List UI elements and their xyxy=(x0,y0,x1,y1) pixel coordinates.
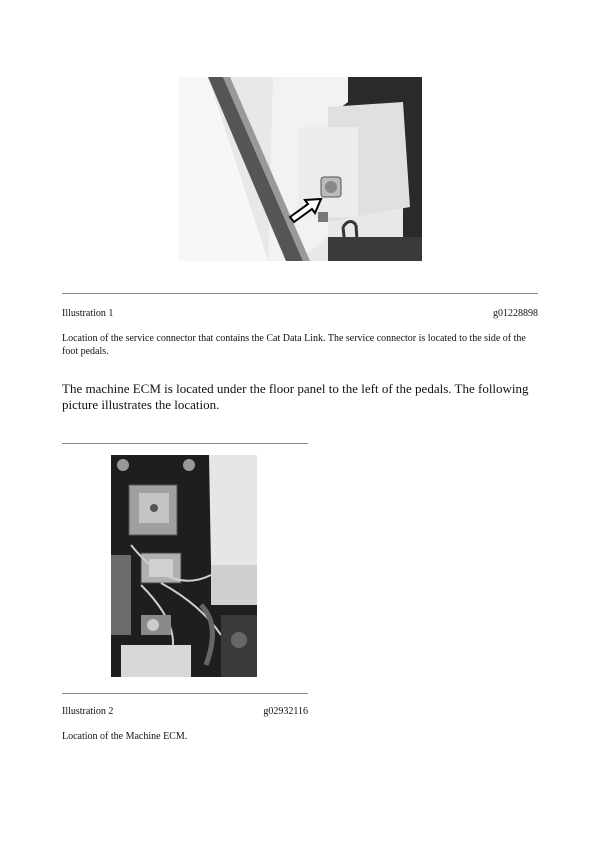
illustration-1-photo xyxy=(178,77,422,261)
illustration-2-top-rule xyxy=(62,443,308,444)
illustration-2-bottom-rule xyxy=(62,693,308,694)
illustration-1-code: g01228898 xyxy=(493,308,538,319)
illustration-2-label: Illustration 2 xyxy=(62,706,114,717)
illustration-1-caption: Location of the service connector that contains the Cat Data Link. The service connector is located to the side of the foot pedals. xyxy=(62,333,526,357)
illustration-1-label: Illustration 1 xyxy=(62,308,114,319)
machine-ecm-photo xyxy=(111,455,257,677)
illustration-2-code: g02932116 xyxy=(263,706,308,717)
body-paragraph: The machine ECM is located under the floor panel to the left of the pedals. The following picture illustrates the location. xyxy=(62,381,529,412)
illustration-2-caption: Location of the Machine ECM. xyxy=(62,731,188,742)
service-connector-photo xyxy=(178,77,422,261)
illustration-2-photo xyxy=(111,455,257,677)
illustration-1-rule xyxy=(62,293,538,294)
